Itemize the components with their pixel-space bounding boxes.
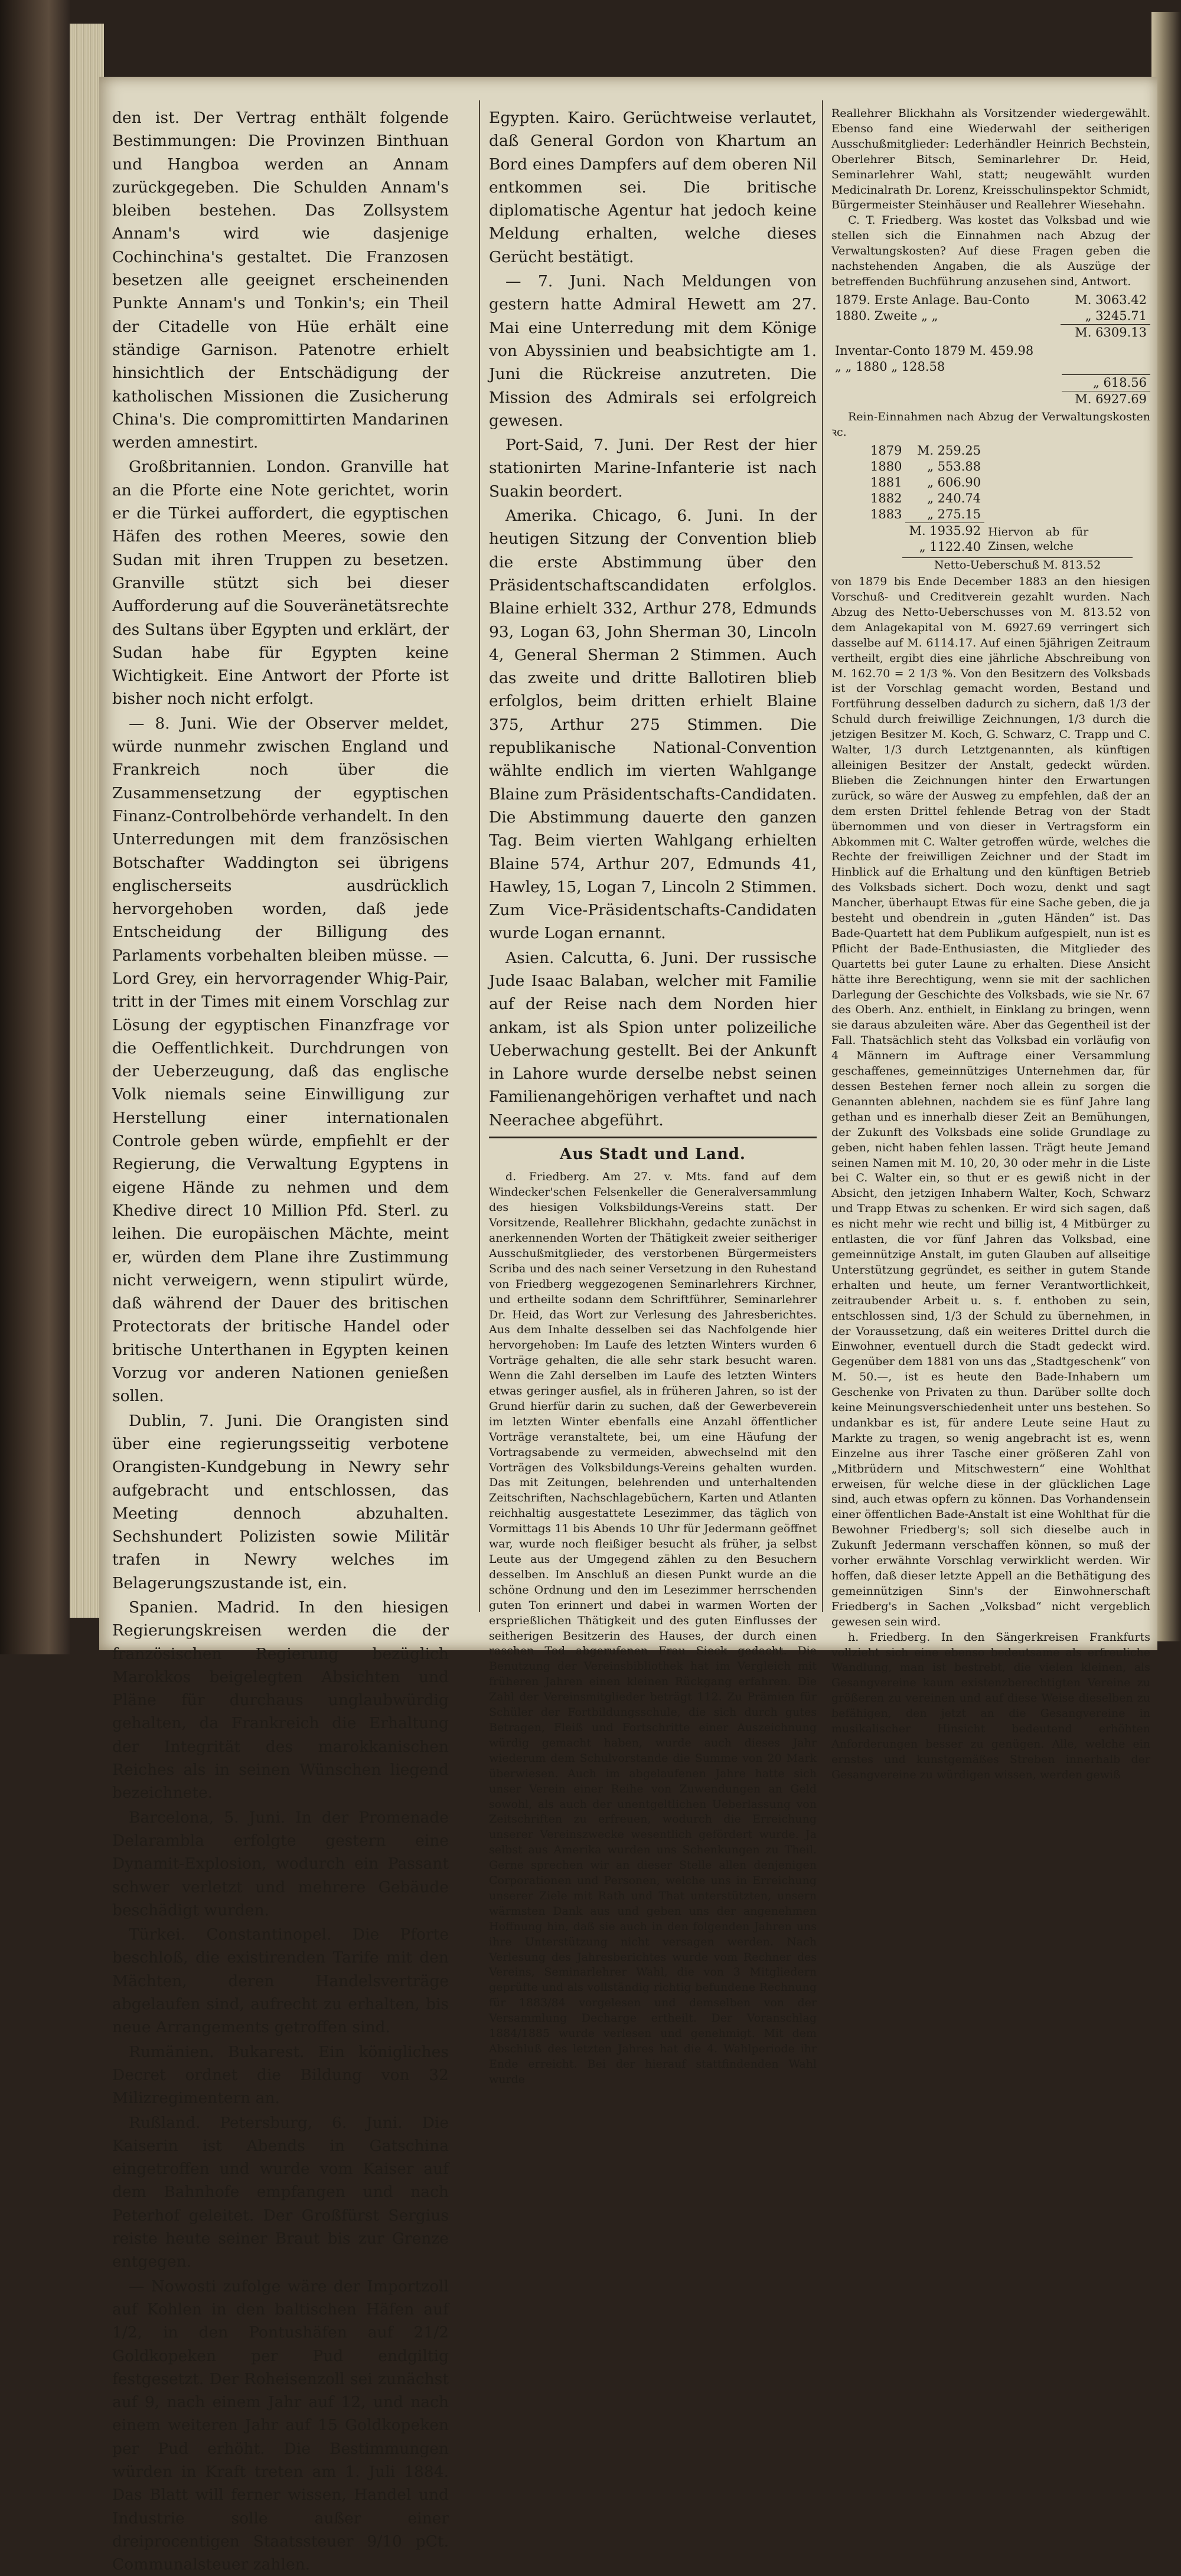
article-annam: den ist. Der Vertrag enthält folgende Bestimmungen: Die Provinzen Binthuan und Hangboa werden an Annam zurückgegeben. Die Schulden Annam's bleiben bestehen. Das Zollsystem Annam's wird wie dasjenige Cochinchina's gestaltet. Die Franzosen besetzen alle geeignet erscheinenden Punkte Annam's und Tonkin's; ein Theil der Citadelle von Hüe erhält eine ständige Garnison. Patenotre erhielt hinsichtlich der Entschädigung der katholischen Missionen die Zusicherung China's. Die compromittirten Mandarinen werden amnestirt. — [112, 109, 449, 452]
table-row — [867, 523, 1092, 540]
article-hewett: — 7. Juni. Nach Meldungen von gestern hatte Admiral Hewett am 27. Mai eine Unterredung mit dem Könige von Abyssinien und beabsichtigte am 1. Juni die Rückreise anzutreten. Die Mission des Admirals sei erfolgreich gewesen. — [489, 272, 817, 430]
table-row — [867, 507, 1092, 523]
rein-amount: „ 275.15 — [927, 507, 981, 522]
acct-amount — [1062, 343, 1150, 359]
column-3 — [831, 106, 1150, 1781]
article-amerika: Amerika. Chicago, 6. Juni. In der heutigen Sitzung der Convention blieb die erste Abstimmung über den Präsidentschaftscandidaten erfolglos. Blaine erhielt 332, Arthur 278, Edmunds 93, Logan 63, John Sherman 30, Lincoln 4, General Sherman 2 Stimmen. Auch das zweite und dritte Ballotiren blieb erfolglos, beim dritten erhielt Blaine 375, Arthur 275 Stimmen. Die republikanische National-Convention wählte endlich im vierten Wahlgange Blaine zum Präsidentschafts-Candidaten. Die Abstimmung dauerte den ganzen Tag. Beim vierten Wahlgang erhielten Blaine 574, Arthur 207, Edmunds 41, Hawley, 15, Logan 7, Lincoln 2 Stimmen. Zum Vice-Präsidentschafts-Candidaten wurde Logan ernannt. — [489, 507, 817, 943]
article-tuerkei: Türkei. Constantinopel. Die Pforte beschloß, die existirenden Tarife mit den Mächten, deren Handelsverträge abgelaufen sind, aufrecht zu erhalten, bis neue Arrangements getroffen sind. — [112, 1925, 449, 2037]
bau-conto-table — [831, 292, 1150, 341]
acct-label: 1880. Zweite „ „ — [835, 309, 938, 324]
inventar-conto-table — [831, 343, 1150, 408]
article-volksbad-frage: C. T. Friedberg. Was kostet das Volksbad und wie stellen sich die Einnahmen nach Abzug der Verwaltungskosten? Auf diese Fragen geben die nachstehenden Angaben, die als Auszüge der betreffenden Buchführung anzusehen sind, Antwort. — [831, 214, 1150, 288]
rein-year: 1882 — [870, 491, 902, 506]
rein-note: Hiervon ab für Zinsen, welche — [988, 525, 1089, 553]
rein-year: 1881 — [870, 475, 902, 490]
acct-amount: M. 6309.13 — [1061, 324, 1150, 341]
rein-sum: M. 1935.92 — [905, 523, 984, 540]
acct-amount: „ 618.56 — [1062, 375, 1150, 391]
rein-year: 1880 — [870, 459, 902, 474]
book-spine — [0, 0, 70, 1654]
article-dublin: Dublin, 7. Juni. Die Orangisten sind über eine regierungsseitig verbotene Orangisten-Kundgebung in Newry sehr aufgebracht und entschlossen, das Meeting dennoch abzuhalten. Sechshundert Polizisten sowie Militär trafen in Newry welches im Belagerungszustande ist, ein. — [112, 1411, 449, 1592]
article-rumaenien: Rumänien. Bukarest. Ein königliches Decret ordnet die Bildung von 32 Milizregimentern an. — [112, 2042, 449, 2108]
article-asien: Asien. Calcutta, 6. Juni. Der russische Jude Isaac Balaban, welcher mit Familie auf der Reise nach dem Norden hier ankam, ist als Spion unter polizeiliche Ueberwachung gestellt. Bei der Ankunft in Lahore wurde derselbe nebst seinen Familienangehörigen verhaftet und nach Neerachee abgeführt. — [489, 948, 817, 1129]
rein-einnahmen-table — [867, 443, 1092, 555]
article-grossbritannien: Großbritannien. London. Granville hat an die Pforte eine Note gerichtet, worin er die Türkei auffordert, die egyptischen Häfen des rothen Meeres, sowie den Sudan mit ihren Truppen zu besetzen. Granville stützt sich bei dieser Aufforderung auf die Souveränetätsrechte des Sultans über Egypten und erklärt, der Sudan habe für Egypten keine Wichtigkeit. Eine Antwort der Pforte ist bisher noch nicht erfolgt. — [112, 458, 449, 709]
table-row — [831, 324, 1150, 341]
article-spanien: Spanien. Madrid. In den hiesigen Regierungskreisen werden die der französischen Regierung bezüglich Marokkos beigelegten Absichten und Pläne für durchaus unglaubwürdig gehalten, da Frankreich die Erhaltung der Integrität des marokkanischen Reiches als in seinen Wünschen liegend bezeichnete. — [112, 1598, 449, 1803]
table-row — [831, 391, 1150, 408]
netto-ueberschuss: Netto-Ueberschuß M. 813.52 — [902, 557, 1133, 573]
rein-amount: M. 259.25 — [916, 443, 981, 458]
column-1 — [112, 106, 449, 2574]
acct-label — [831, 391, 1062, 408]
section-title-aus-stadt-und-land: Aus Stadt und Land. — [489, 1137, 817, 1166]
article-volksbad-text: von 1879 bis Ende December 1883 an den hiesigen Vorschuß- und Creditverein gezahlt wurden. Nach Abzug des Netto-Ueberschusses von M. 813.52 von dem Anlagekapital von M. 6927.69 verringert sich dasselbe auf M. 6114.17. Auf einen 5jährigen Zeitraum vertheilt, ergibt dies eine jährliche Abschreibung von M. 162.70 = 2 1/3 %. Von den Besitzern des Volksbads ist der Vorschlag gemacht worden, Bestand und Fortführung desselben dadurch zu sichern, daß 1/3 der Schuld durch freiwillige Zeichnungen, 1/3 durch die jetzigen Besitzer M. Koch, G. Schwarz, C. Trapp und C. Walter, 1/3 durch Letztgenannten, als künftigen alleinigen Besitzer der Anstalt, gedeckt würden. Blieben die Zeichnungen hinter den Erwartungen zurück, so wäre der Ausweg zu empfehlen, daß der an dem ersten Drittel fehlende Betrag von der Stadt übernommen und von dieser in Vertragsform ein Abkommen mit C. Walter getroffen würde, welches die Rechte der freiwilligen Zeichner und der Stadt im Hinblick auf die Erhaltung und den künftigen Betrieb des Volksbads sichert. Doch wozu, denkt und sagt Mancher, überhaupt Etwas für eine Sache geben, die ja besteht und obendrein in „guten Händen“ ist. Das Bade-Quartett hat dem Publikum aufgespielt, nun ist es Pflicht der Bade-Enthusiasten, die Mitglieder des Quartetts bei guter Laune zu erhalten. Diese Ansicht hätte ihre Berechtigung, wenn sie mit der sachlichen Darlegung der Geschichte des Volksbads, wie sie Nr. 67 des Oberh. Anz. enthielt, in Einklang zu bringen, wenn sie daraus abzuleiten wäre. Aber das Gegentheil ist der Fall. Thatsächlich steht das Volksbad ein vorläufig von 4 Männern im Auftrage einer Versammlung geschaffenes, gemeinnütziges Unternehmen dar, für dessen Bestehen ferner noch allein zu sorgen die Genannten ablehnen, nachdem sie es fünf Jahre lang gethan und es innerhalb dieser Zeit an Bemühungen, der Zukunft des Volksbads eine solide Grundlage zu geben, nicht haben fehlen lassen. Trägt heute Jemand seinen Namen mit M. 10, 20, 30 oder mehr in die Liste bei C. Walter ein, so thut er es gewiß nicht in der Absicht, den jetzigen Inhabern Walter, Koch, Schwarz und Trapp Etwas zu schenken. Er wird sich sagen, daß es nicht mehr wie recht und billig ist, 4 Mitbürger zu entlasten, die vor fünf Jahren das Volksbad, eine gemeinnützige Anstalt, im guten Glauben auf allseitige Unterstützung gegründet, es seither in gutem Stande erhalten und heute, um ferner Verantwortlichkeit, zeitraubender Arbeit u. s. f. enthoben zu sein, entschlossen sind, 1/3 der Schuld zu übernehmen, in der Voraussetzung, daß ein weiteres Drittel durch die Einwohner, eventuell durch die Stadt gedeckt wird. Gegenüber dem 1881 von uns das „Stadtgeschenk“ von M. 50.—, ist es heute den Bade-Inhabern um Geschenke von Privaten zu thun. Darüber sollte doch keine Meinungsverschiedenheit unter uns bestehen. So undankbar es ist, für andere Leute seine Haut zu Markte zu tragen, so wenig angebracht ist es, wenn Einzelne aus ihrer Tasche einer größeren Zahl von „Mitbrüdern und Mitschwestern“ eine Wohlthat erweisen, für welche diese in der glücklichen Lage sind, auch etwas opfern zu können. Das Vorhandensein einer öffentlichen Bade-Anstalt ist eine Wohlthat für die Bewohner Friedberg's; soll sich dieselbe auch in Zukunft Jedermann verschaffen können, so muß der vorher erwähnte Vorschlag verwirklicht werden. Wir hoffen, daß dieser letzte Appell an die Bethätigung des gemeinnützigen Sinn's der Einwohnerschaft Friedberg's in Sachen „Volksbad“ nicht vergeblich gewesen sein wird. — [831, 575, 1150, 1628]
column-rule-1 — [479, 100, 480, 1612]
rein-amount: „ 606.90 — [927, 475, 981, 490]
rein-year: 1879 — [870, 443, 902, 458]
newspaper-page — [99, 77, 1157, 2574]
column-rule-2 — [822, 100, 823, 1612]
rein-interest: „ 1122.40 — [919, 540, 981, 554]
table-row — [831, 308, 1150, 325]
rein-amount: „ 553.88 — [927, 459, 981, 474]
acct-amount: M. 3063.42 — [1075, 292, 1147, 307]
table-row — [831, 359, 1150, 375]
acct-label: Inventar-Conto 1879 M. 459.98 — [835, 343, 1034, 358]
acct-amount: „ 3245.71 — [1085, 308, 1147, 323]
article-wahl-fortsetzung: Reallehrer Blickhahn als Vorsitzender wiedergewählt. Ebenso fand eine Wiederwahl der seitherigen Ausschußmitglieder: Lederhändler Heinrich Bechstein, Oberlehrer Bitsch, Seminarlehrer Dr. Heid, Seminarlehrer Wahl, statt; neugewählt wurden Medicinalrath Dr. Lorenz, Kreisschulinspektor Schmidt, Bürgermeister Steinhäuser und Reallehrer Wiesehahn. — [831, 107, 1150, 212]
rein-einnahmen-title: Rein-Einnahmen nach Abzug der Verwaltungskosten ꝛc. — [831, 410, 1150, 439]
acct-label: „ „ 1880 „ 128.58 — [835, 359, 945, 374]
acct-amount: M. 6927.69 — [1062, 391, 1150, 408]
table-row — [831, 343, 1150, 359]
article-barcelona: Barcelona, 5. Juni. In der Promenade Delarambla erfolgte gestern eine Dynamit-Explosion, wodurch ein Passant schwer verletzt und mehrere Gebäude beschädigt wurden. — [112, 1808, 449, 1919]
acct-amount — [1062, 359, 1150, 375]
table-row — [831, 292, 1150, 308]
article-observer: — 8. Juni. Wie der Observer meldet, würde nunmehr zwischen England und Frankreich noch über die Zusammensetzung der egyptischen Finanz-Controlbehörde verhandelt. In den Unterredungen mit dem französischen Botschafter Waddington sei übrigens englischerseits ausdrücklich hervorgehoben worden, daß jede Entscheidung der Billigung des Parlaments vorbehalten bleiben müsse. — Lord Grey, ein hervorragender Whig-Pair, tritt in der Times mit einem Vorschlag zur Lösung der egyptischen Finanzfrage vor die Oeffentlichkeit. Durchdrungen von der Ueberzeugung, daß das englische Volk niemals seine Einwilligung zur Herstellung einer internationalen Controle geben würde, empfiehlt er der Regierung, die Verwaltung Egyptens in eigene Hände zu nehmen und dem Khedive direct 10 Million Pfd. Sterl. zu leihen. Die europäischen Mächte, meint er, würden dem Plane ihre Zustimmung nicht verweigern, wenn stipulirt würde, daß während der Dauer des britischen Protectorats der britische Handel oder britische Unterthanen in Egypten keinen Vorzug vor anderen Nationen genießen sollen. — [112, 714, 449, 1406]
article-nowosti: — Nowosti zufolge wäre der Importzoll auf Kohlen in den baltischen Häfen auf 1/2, in den Pontushäfen auf 21/2 Goldkopeken per Pud endgiltig festgesetzt. Der Roheisenzoll sei zunächst auf 9, nach einem Jahr auf 12, und nach einem weiteren Jahr auf 15 Goldkopeken per Pud erhöht. Die Bestimmungen würden in Kraft treten am 1. Juli 1884. Das Blatt will ferner wissen, Handel und Industrie solle außer einer dreiprocentigen Staatssteuer 9/10 pCt. Communalsteuer zahlen. — [112, 2277, 449, 2574]
article-russland: Rußland. Petersburg, 6. Juni. Die Kaiserin ist Abends in Gatschina eingetroffen und wurde vom Kaiser auf dem Bahnhofe empfangen und nach Peterhof geleitet. Der Großfürst Sergius reiste heute seiner Braut bis zur Grenze entgegen. — [112, 2113, 449, 2271]
table-row — [867, 459, 1092, 475]
table-row — [831, 375, 1150, 391]
article-egypten: Egypten. Kairo. Gerüchtweise verlautet, daß General Gordon von Khartum an Bord eines Dampfers auf dem oberen Nil entkommen sei. Die britische diplomatische Agentur hat jedoch keine Meldung erhalten, welche dieses Gerücht bestätigt. — [489, 109, 817, 266]
rein-amount: „ 240.74 — [927, 491, 981, 506]
article-volksbildungsverein: d. Friedberg. Am 27. v. Mts. fand auf dem Windecker'schen Felsenkeller die Generalversammlung des hiesigen Volksbildungs-Vereins statt. Der Vorsitzende, Reallehrer Blickhahn, gedachte zunächst in anerkennenden Worten der Thätigkeit zweier seitheriger Ausschußmitglieder, des verstorbenen Bürgermeisters Scriba und des nach seiner Versetzung in den Ruhestand von Friedberg weggezogenen Seminarlehrers Kirchner, und ertheilte sodann dem Schriftführer, Seminarlehrer Dr. Heid, das Wort zur Verlesung des Jahresberichtes. Aus dem Inhalte desselben sei das Nachfolgende hier hervorgehoben: Im Laufe des letzten Winters wurden 6 Vorträge gehalten, die alle sehr stark besucht waren. Wenn die Zahl derselben im Laufe des letzten Winters etwas geringer ausfiel, als in früheren Jahren, so ist der Grund hierfür darin zu suchen, daß der Gewerbeverein im letzten Winter ebenfalls eine Anzahl öffentlicher Vorträge veranstaltete, bei, um eine Häufung der Vortragsabende zu vermeiden, abwechselnd mit den Vorträgen des Volksbildungs-Vereins gehalten wurden. Das mit Zeitungen, belehrenden und unterhaltenden Zeitschriften, Nachschlagebüchern, Karten und Atlanten reichhaltig ausgestattete Lesezimmer, das täglich von Vormittags 11 bis Abends 10 Uhr für Jedermann geöffnet war, wurde noch fleißiger besucht als früher, ja selbst Leute aus der Umgegend zählen zu den Besuchern desselben. Im Anschluß an diesen Punkt wurde an die schöne Ordnung und den im Lesezimmer herrschenden guten Ton erinnert und dabei in warmen Worten der ersprießlichen Thätigkeit und des guten Einflusses der seitherigen Besitzerin des Hauses, der durch einen raschen Tod abgerufenen Frau Sieck gedacht. Die Benutzung der Vereinsbibliothek hat im Vergleich mit früheren Jahren einen kleinen Rückgang erfahren. Die Zahl der Vereinsmitglieder beträgt 112. Zu Prämien für Schüler der Fortbildungsschule, die sich durch gutes Betragen, Fleiß und Fortschritte einer Auszeichnung würdig gemacht haben, wurde auch dieses Jahr wiederum dem Schulvorstande die Summe von 20 Mark überwiesen. Auch im abgelaufenen Jahre hatte sich unser Verein einer Reihe von Zuwendungen an Geld sowohl, als auch der unentgeltlichen Ueberlassung von Zeitschriften zu erfreuen, wodurch die Erreichung unserer Vereinszwecke wesentlich gefördert wurde. Ja selbst aus Amerika wurden uns Schenkungen zu Theil. Gerne sprechen wir an dieser Stelle allen denjenigen Corporationen und Personen, welche uns in Erreichung unserer Ziele mit Rath und That unterstützten, unsern wärmsten Dank aus und geben uns der angenehmen Hoffnung hin, daß sie auch in den folgenden Jahren uns ihre Unterstützung nicht versagen werden. Nach Verlesung des Jahresberichtes wurde vom Rechner des Vereins, Seminarlehrer Wahl, die von 3 Mitgliedern geprüfte und als vollständig richtig befundene Rechnung für 1883/84 vorgelesen und demselben von der Versammlung Decharge ertheilt. Der Voranschlag 1884/1885 wurde verlesen und genehmigt. Mit dem Abschluß des letzten Jahres hat die 4. Wahlperiode ihr Ende erreicht. Bei der hierauf stattfindenden Wahl wurde — [489, 1170, 817, 2086]
article-saengerkreise: h. Friedberg. In den Sängerkreisen Frankfurts vollzieht sich eine ebenso bedeutsame als erfreuliche Wandlung, man ist bestrebt, die vielen kleinen, als Gesangvereine kaum existenzberechtigten Vereine zu größeren zu vereinen und auf diese Weise dieselben zu befähigen, den jetzt an die Gesangvereine in musikalischer Hinsicht bedeutend erhöhten Anforderungen besser zu genügen. Alle, welche ein ernstes und kunstgemäßes Streben innerhalb der Gesangvereine zu würdigen wissen, werden gewiß — [831, 1630, 1150, 1781]
table-row — [867, 443, 1092, 459]
acct-label — [831, 375, 1062, 391]
article-port-said: Port-Said, 7. Juni. Der Rest der hier stationirten Marine-Infanterie ist nach Suakin beordert. — [489, 436, 817, 501]
acct-label: 1879. Erste Anlage. Bau-Conto — [835, 292, 1030, 307]
acct-label — [831, 324, 1061, 341]
column-2 — [489, 106, 817, 2086]
table-row — [867, 491, 1092, 507]
rein-year: 1883 — [870, 507, 902, 522]
table-row — [867, 475, 1092, 491]
